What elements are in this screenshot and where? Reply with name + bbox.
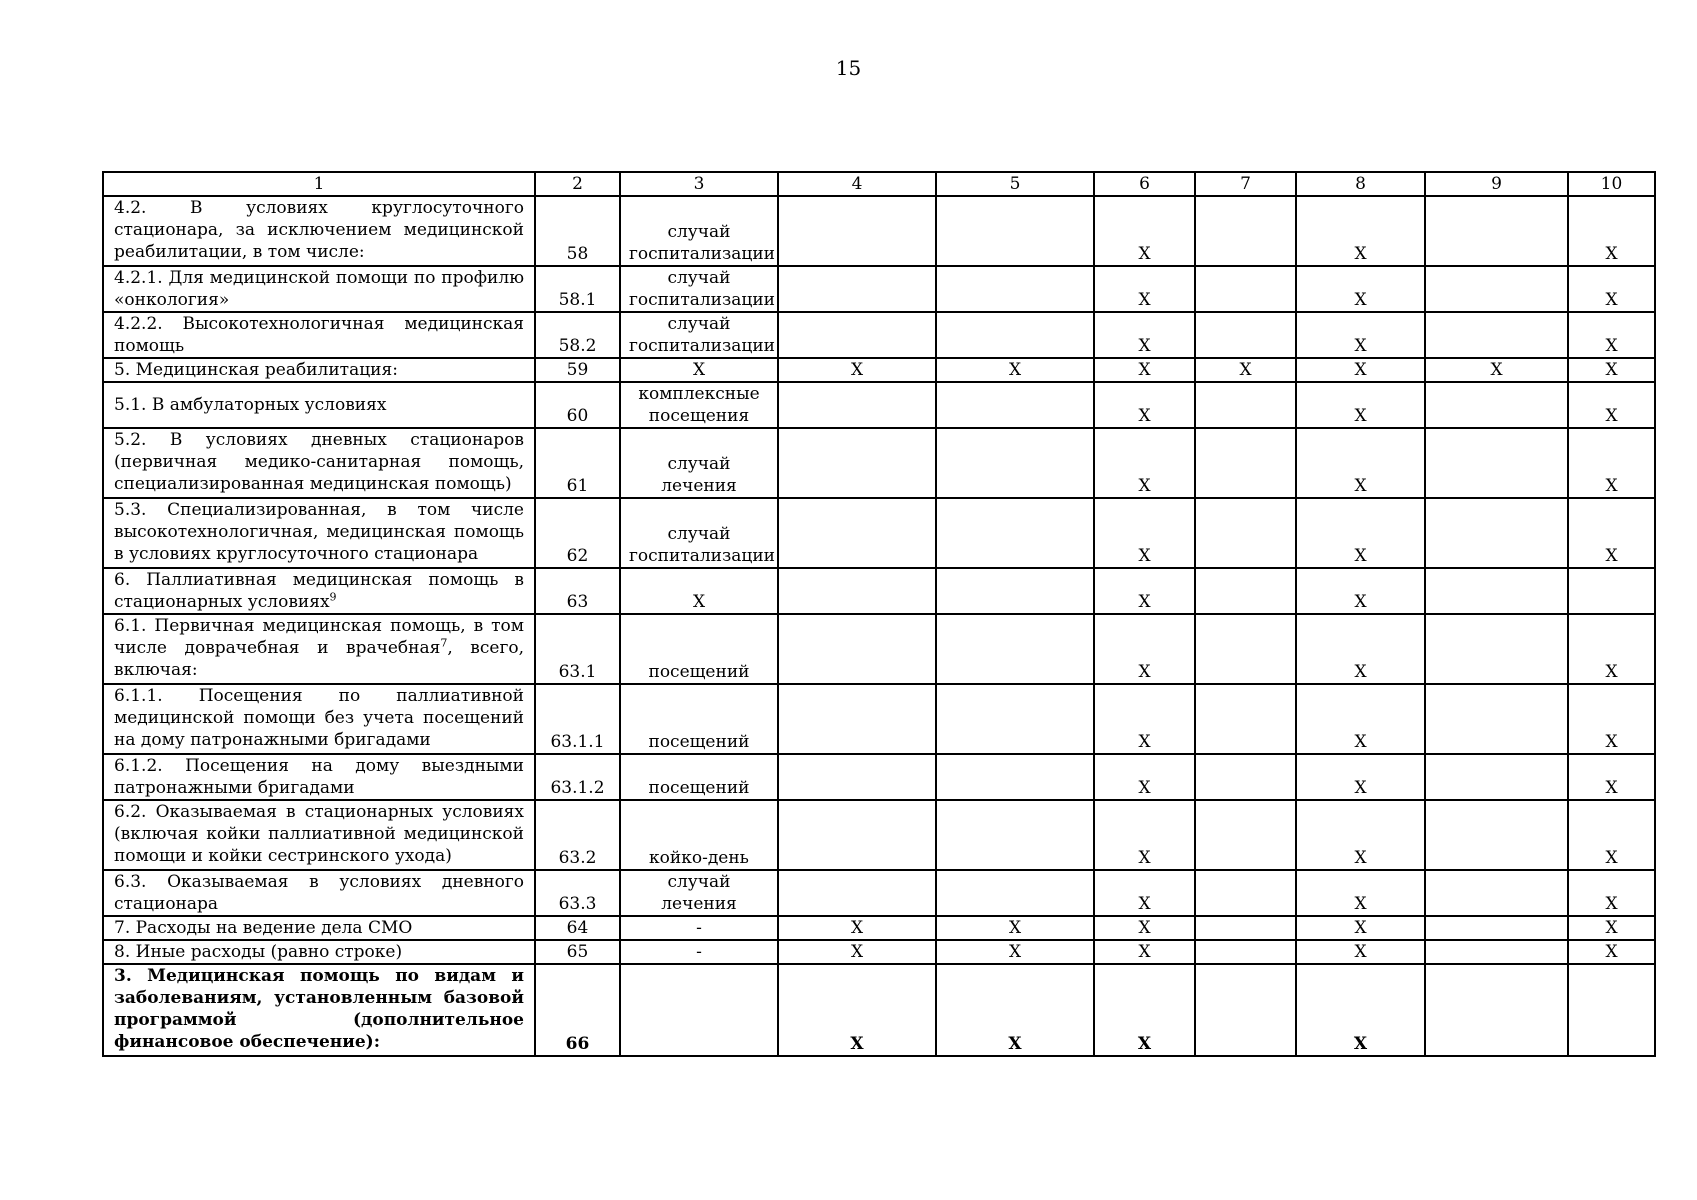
header-cell: 4 (778, 172, 936, 196)
row-unit: посещений (620, 614, 778, 684)
cell-col6: X (1094, 684, 1195, 754)
cell-col8: X (1296, 614, 1425, 684)
cell-col8: X (1296, 964, 1425, 1056)
cell-col6: X (1094, 428, 1195, 498)
cell-col5 (936, 614, 1094, 684)
cell-col7 (1195, 754, 1296, 800)
row-unit: посещений (620, 684, 778, 754)
cell-col10 (1568, 964, 1655, 1056)
row-code: 59 (535, 358, 620, 382)
cell-col7 (1195, 916, 1296, 940)
cell-col9 (1425, 684, 1568, 754)
row-code: 63.1 (535, 614, 620, 684)
cell-col7 (1195, 684, 1296, 754)
cell-col5 (936, 800, 1094, 870)
cell-col6: X (1094, 382, 1195, 428)
cell-col8: X (1296, 498, 1425, 568)
row-code: 58 (535, 196, 620, 266)
row-name: 4.2.1. Для медицинской помощи по профилю «онкология» (103, 266, 535, 312)
cell-col10 (1568, 568, 1655, 614)
cell-col10: X (1568, 940, 1655, 964)
cell-col8: X (1296, 312, 1425, 358)
row-name-tail: , всего, включая: (114, 638, 524, 680)
table-row-total (103, 964, 1655, 1056)
cell-col8: X (1296, 754, 1425, 800)
cell-col10: X (1568, 428, 1655, 498)
table-row (103, 498, 1655, 568)
cell-col5: X (936, 916, 1094, 940)
row-code: 58.2 (535, 312, 620, 358)
cell-col9 (1425, 312, 1568, 358)
row-name: 8. Иные расходы (равно строке) (103, 940, 535, 964)
cell-col8: X (1296, 684, 1425, 754)
cell-col7: X (1195, 358, 1296, 382)
table-row (103, 312, 1655, 358)
cell-col7 (1195, 196, 1296, 266)
row-code: 63 (535, 568, 620, 614)
cell-col10: X (1568, 196, 1655, 266)
cell-col9 (1425, 498, 1568, 568)
row-code: 62 (535, 498, 620, 568)
cell-col6: X (1094, 916, 1195, 940)
row-code: 66 (535, 964, 620, 1056)
cell-col4 (778, 800, 936, 870)
row-name: 5.2. В условиях дневных стационаров (первичная медико-санитарная помощь, специализированная медицинская помощь) (103, 428, 535, 498)
table-row (103, 382, 1655, 428)
cell-col6: X (1094, 754, 1195, 800)
row-name: 6.1.1. Посещения по паллиативной медицинской помощи без учета посещений на дому патронажными бригадами (103, 684, 535, 754)
cell-col5 (936, 870, 1094, 916)
cell-col7 (1195, 312, 1296, 358)
row-name: 6.3. Оказываемая в условиях дневного стационара (103, 870, 535, 916)
cell-col7 (1195, 498, 1296, 568)
header-cell: 2 (535, 172, 620, 196)
cell-col10: X (1568, 266, 1655, 312)
cell-col7 (1195, 870, 1296, 916)
row-unit: посещений (620, 754, 778, 800)
row-code: 63.1.1 (535, 684, 620, 754)
cell-col4: X (778, 916, 936, 940)
header-cell: 8 (1296, 172, 1425, 196)
cell-col9 (1425, 614, 1568, 684)
cell-col9 (1425, 428, 1568, 498)
cell-col8: X (1296, 266, 1425, 312)
row-unit: случай госпитализации (620, 196, 778, 266)
row-unit: случай госпитализации (620, 266, 778, 312)
table-row (103, 684, 1655, 754)
cell-col8: X (1296, 940, 1425, 964)
row-code: 63.3 (535, 870, 620, 916)
row-code: 61 (535, 428, 620, 498)
cell-col4 (778, 428, 936, 498)
header-cell: 7 (1195, 172, 1296, 196)
table-row (103, 916, 1655, 940)
cell-col4 (778, 568, 936, 614)
row-unit: X (620, 358, 778, 382)
cell-col10: X (1568, 498, 1655, 568)
table-row (103, 196, 1655, 266)
row-unit (620, 964, 778, 1056)
cell-col5 (936, 428, 1094, 498)
cell-col5 (936, 312, 1094, 358)
cell-col6: X (1094, 266, 1195, 312)
header-cell: 9 (1425, 172, 1568, 196)
cell-col5 (936, 754, 1094, 800)
table-row (103, 614, 1655, 684)
row-name: 6.1.2. Посещения на дому выездными патронажными бригадами (103, 754, 535, 800)
row-name: 5.1. В амбулаторных условиях (103, 382, 535, 428)
row-unit: - (620, 940, 778, 964)
cell-col6: X (1094, 800, 1195, 870)
cell-col6: X (1094, 940, 1195, 964)
table-row (103, 940, 1655, 964)
cell-col9 (1425, 916, 1568, 940)
cell-col9 (1425, 266, 1568, 312)
cell-col10: X (1568, 684, 1655, 754)
row-name-text: 6. Паллиативная медицинская помощь в стационарных условиях (114, 570, 524, 612)
cell-col4 (778, 870, 936, 916)
cell-col7 (1195, 614, 1296, 684)
row-code: 63.2 (535, 800, 620, 870)
cell-col9 (1425, 382, 1568, 428)
cell-col4 (778, 312, 936, 358)
header-cell: 6 (1094, 172, 1195, 196)
footnote-ref: 9 (329, 590, 337, 604)
cell-col5 (936, 266, 1094, 312)
row-code: 63.1.2 (535, 754, 620, 800)
data-table (102, 171, 1656, 1057)
cell-col6: X (1094, 614, 1195, 684)
row-name: 5. Медицинская реабилитация: (103, 358, 535, 382)
header-cell: 10 (1568, 172, 1655, 196)
header-cell: 1 (103, 172, 535, 196)
cell-col9 (1425, 568, 1568, 614)
row-name: 5.3. Специализированная, в том числе высокотехнологичная, медицинская помощь в условиях круглосуточного стационара (103, 498, 535, 568)
cell-col5 (936, 684, 1094, 754)
row-code: 58.1 (535, 266, 620, 312)
row-name: 4.2. В условиях круглосуточного стационара, за исключением медицинской реабилитации, в том числе: (103, 196, 535, 266)
cell-col6: X (1094, 196, 1195, 266)
cell-col9 (1425, 754, 1568, 800)
cell-col7 (1195, 568, 1296, 614)
cell-col7 (1195, 940, 1296, 964)
cell-col9 (1425, 964, 1568, 1056)
cell-col5: X (936, 940, 1094, 964)
row-unit: случай госпитализации (620, 498, 778, 568)
cell-col6: X (1094, 358, 1195, 382)
cell-col8: X (1296, 382, 1425, 428)
row-code: 64 (535, 916, 620, 940)
cell-col7 (1195, 964, 1296, 1056)
table-row (103, 568, 1655, 614)
cell-col8: X (1296, 916, 1425, 940)
row-name: 3. Медицинская помощь по видам и заболеваниям, установленным базовой программой (дополнительное финансовое обеспечение): (103, 964, 535, 1056)
table-row (103, 870, 1655, 916)
table-row (103, 266, 1655, 312)
cell-col4: X (778, 964, 936, 1056)
cell-col7 (1195, 800, 1296, 870)
cell-col10: X (1568, 614, 1655, 684)
row-unit: X (620, 568, 778, 614)
row-unit: комплексные посещения (620, 382, 778, 428)
cell-col7 (1195, 266, 1296, 312)
cell-col6: X (1094, 870, 1195, 916)
row-name: 6.2. Оказываемая в стационарных условиях (включая койки паллиативной медицинской помощи и койки сестринского ухода) (103, 800, 535, 870)
cell-col4 (778, 684, 936, 754)
row-unit: койко-день (620, 800, 778, 870)
row-unit: случай лечения (620, 870, 778, 916)
cell-col9 (1425, 940, 1568, 964)
cell-col5 (936, 498, 1094, 568)
cell-col10: X (1568, 754, 1655, 800)
cell-col5: X (936, 358, 1094, 382)
cell-col9 (1425, 196, 1568, 266)
cell-col4 (778, 614, 936, 684)
cell-col6: X (1094, 964, 1195, 1056)
header-cell: 3 (620, 172, 778, 196)
cell-col5 (936, 382, 1094, 428)
cell-col8: X (1296, 358, 1425, 382)
cell-col10: X (1568, 916, 1655, 940)
cell-col8: X (1296, 428, 1425, 498)
row-code: 60 (535, 382, 620, 428)
cell-col4 (778, 754, 936, 800)
cell-col4: X (778, 358, 936, 382)
row-code: 65 (535, 940, 620, 964)
cell-col6: X (1094, 498, 1195, 568)
cell-col10: X (1568, 312, 1655, 358)
cell-col6: X (1094, 312, 1195, 358)
cell-col4 (778, 266, 936, 312)
header-cell: 5 (936, 172, 1094, 196)
row-name (103, 614, 535, 684)
cell-col8: X (1296, 800, 1425, 870)
row-unit: - (620, 916, 778, 940)
cell-col8: X (1296, 568, 1425, 614)
row-name (103, 568, 535, 614)
header-row (103, 172, 1655, 196)
cell-col4 (778, 382, 936, 428)
cell-col7 (1195, 428, 1296, 498)
page-number: 15 (835, 56, 862, 80)
row-unit: случай лечения (620, 428, 778, 498)
cell-col10: X (1568, 870, 1655, 916)
table-row (103, 800, 1655, 870)
cell-col9: X (1425, 358, 1568, 382)
cell-col9 (1425, 800, 1568, 870)
cell-col10: X (1568, 382, 1655, 428)
cell-col8: X (1296, 870, 1425, 916)
cell-col5: X (936, 964, 1094, 1056)
cell-col10: X (1568, 358, 1655, 382)
table-row (103, 428, 1655, 498)
row-unit: случай госпитализации (620, 312, 778, 358)
cell-col5 (936, 568, 1094, 614)
row-name: 4.2.2. Высокотехнологичная медицинская помощь (103, 312, 535, 358)
table-row (103, 358, 1655, 382)
cell-col4 (778, 196, 936, 266)
cell-col7 (1195, 382, 1296, 428)
footnote-ref: 7 (440, 636, 448, 650)
row-name: 7. Расходы на ведение дела СМО (103, 916, 535, 940)
cell-col9 (1425, 870, 1568, 916)
cell-col4: X (778, 940, 936, 964)
table-row (103, 754, 1655, 800)
cell-col8: X (1296, 196, 1425, 266)
cell-col6: X (1094, 568, 1195, 614)
cell-col10: X (1568, 800, 1655, 870)
cell-col5 (936, 196, 1094, 266)
cell-col4 (778, 498, 936, 568)
row-name-text: 6.1. Первичная медицинская помощь, в том числе доврачебная и врачебная (114, 616, 524, 658)
